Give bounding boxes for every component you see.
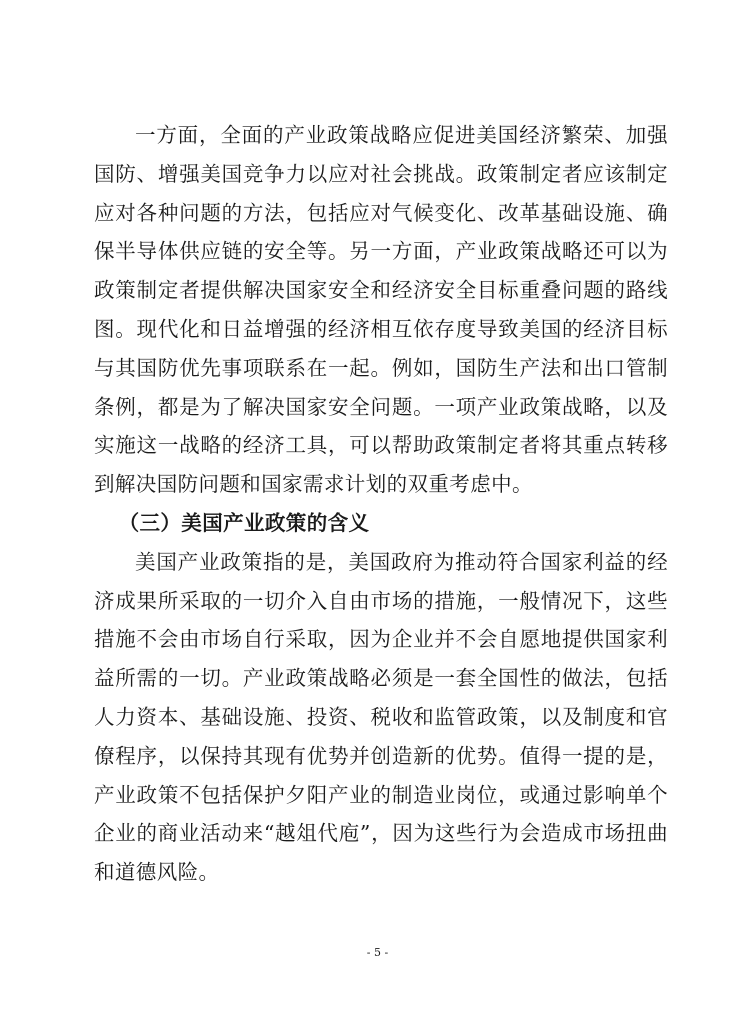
- page-body: [94, 116, 668, 892]
- paragraph-definition: 美国产业政策指的是，美国政府为推动符合国家利益的经济成果所采取的一切介入自由市场的措施，一般情况下，这些措施不会由市场自行采取，因为企业并不会自愿地提供国家利益所需的一切。产业政策战略必须是一套全国性的做法，包括人力资本、基础设施、投资、税收和监管政策，以及制度和官僚程序，以保持其现有优势并创造新的优势。值得一提的是，产业政策不包括保护夕阳产业的制造业岗位，或通过影响单个企业的商业活动来“越俎代庖”，因为这些行为会造成市场扭曲和道德风险。: [94, 549, 668, 885]
- section-heading: （三）美国产业政策的含义: [118, 510, 370, 535]
- page-number: - 5 -: [366, 946, 389, 959]
- paragraph-national-security: 一方面，全面的产业政策战略应促进美国经济繁荣、加强国防、增强美国竞争力以应对社会挑战。政策制定者应该制定应对各种问题的方法，包括应对气候变化、改革基础设施、确保半导体供应链的安全等。另一方面，产业政策战略还可以为政策制定者提供解决国家安全和经济安全目标重叠问题的路线图。现代化和日益增强的经济相互依存度导致美国的经济目标与其国防优先事项联系在一起。例如，国防生产法和出口管制条例，都是为了解决国家安全问题。一项产业政策战略，以及实施这一战略的经济工具，可以帮助政策制定者将其重点转移到解决国防问题和国家需求计划的双重考虑中。: [94, 123, 668, 497]
